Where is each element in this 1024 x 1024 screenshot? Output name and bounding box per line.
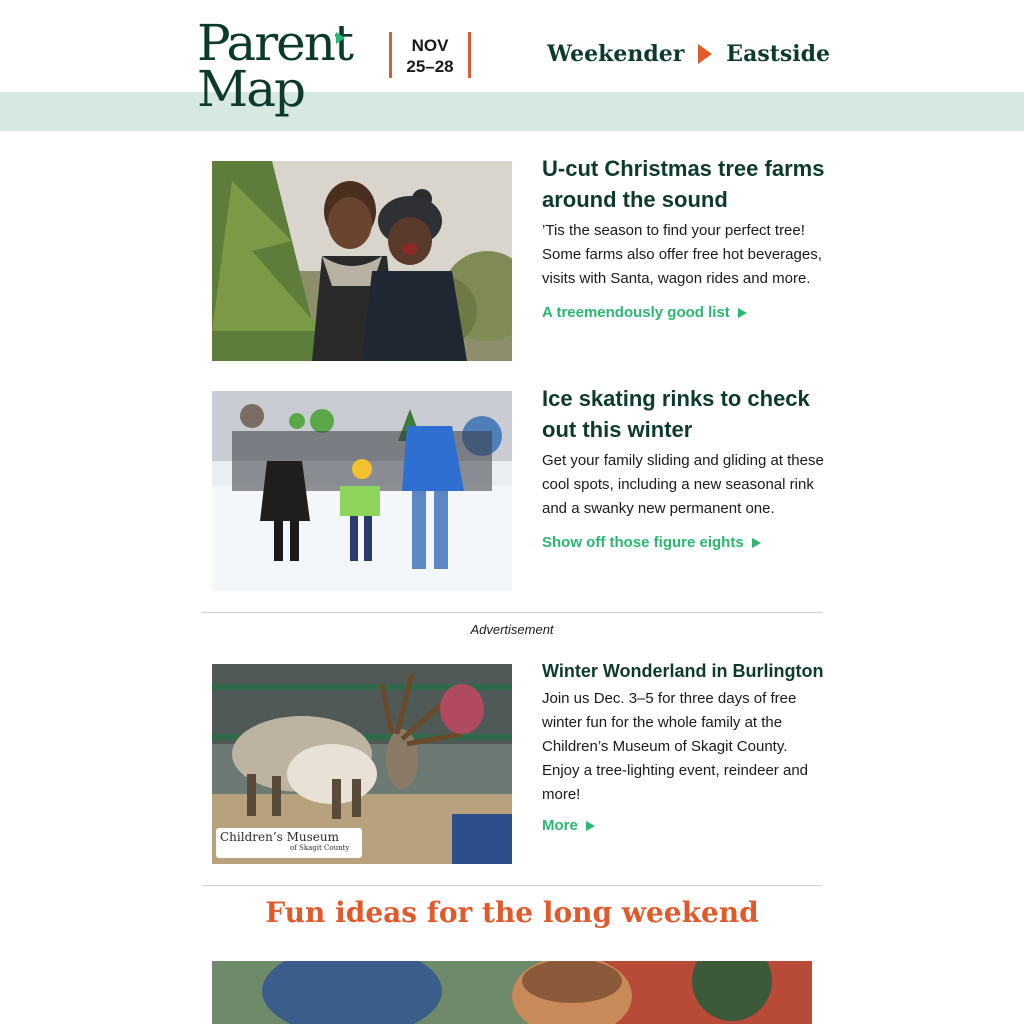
ad-description: Join us Dec. 3–5 for three days of free winter fun for the whole family at the Children’s Museum of Skagit County. Enjoy a tree-lighting event, reindeer and more! bbox=[542, 690, 809, 803]
ad-image-reindeer[interactable] bbox=[212, 664, 512, 864]
logo-word-map: Map bbox=[197, 60, 305, 118]
ad-title[interactable]: Winter Wonderland in Burlington bbox=[542, 661, 824, 681]
edition-label bbox=[547, 38, 830, 70]
edition-arrow-icon bbox=[698, 44, 712, 64]
article-image-tree-farm[interactable] bbox=[212, 161, 512, 361]
article-link-label: A treemendously good list bbox=[542, 304, 730, 321]
edition-region: Eastside bbox=[726, 41, 830, 67]
play-arrow-icon bbox=[738, 308, 747, 318]
article-link[interactable] bbox=[542, 534, 761, 551]
ad-more-label: More bbox=[542, 817, 578, 834]
article-description: ’Tis the season to find your perfect tree! Some farms also offer free hot beverages, visits with Santa, wagon rides and more. bbox=[542, 222, 822, 287]
section-divider bbox=[202, 885, 822, 886]
hero-image-long-weekend[interactable] bbox=[212, 961, 812, 1024]
article-link-label: Show off those figure eights bbox=[542, 534, 744, 551]
article-title[interactable]: Ice skating rinks to check out this winter bbox=[542, 386, 810, 442]
parentmap-logo[interactable] bbox=[197, 14, 357, 122]
logo-triangle-icon bbox=[336, 32, 345, 44]
logo-word-parent: Parent bbox=[197, 14, 352, 72]
play-arrow-icon bbox=[752, 538, 761, 548]
ad-image-logo-subtitle: of Skagit County bbox=[290, 844, 350, 852]
ad-image-logo bbox=[216, 828, 362, 858]
advertisement-label: Advertisement bbox=[470, 622, 554, 637]
edition-name: Weekender bbox=[547, 41, 685, 67]
article-description: Get your family sliding and gliding at these cool spots, including a new seasonal rink and a swanky new permanent one. bbox=[542, 452, 824, 517]
date-range: 25–28 bbox=[406, 57, 454, 76]
section-title: Fun ideas for the long weekend bbox=[265, 896, 759, 929]
article-title[interactable]: U-cut Christmas tree farms around the sound bbox=[542, 156, 825, 212]
date-badge bbox=[389, 32, 471, 78]
header-band bbox=[0, 92, 1024, 131]
article-link[interactable] bbox=[542, 304, 747, 321]
date-month: NOV bbox=[411, 36, 449, 55]
section-divider bbox=[202, 612, 822, 613]
play-arrow-icon bbox=[586, 821, 595, 831]
ad-image-logo-name: Children’s Museum bbox=[220, 830, 340, 844]
article-image-ice-rink[interactable] bbox=[212, 391, 512, 591]
ad-more-link[interactable] bbox=[542, 817, 595, 834]
